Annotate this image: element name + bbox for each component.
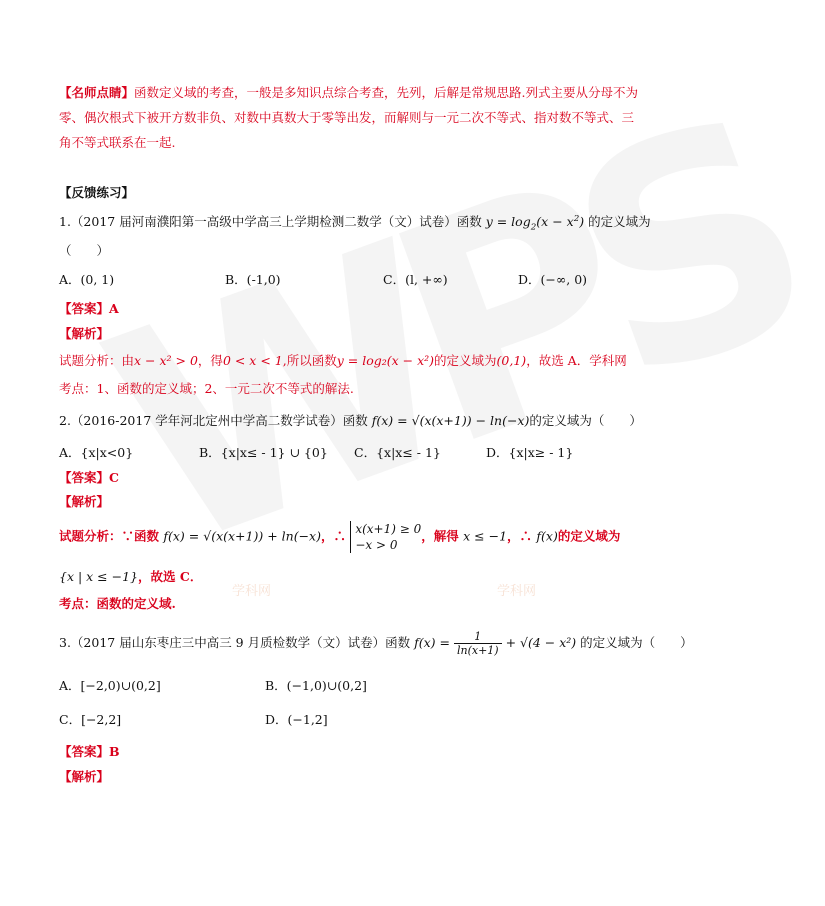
q3-answer: 【答案】B	[59, 744, 120, 759]
q1-option-a: A．(0, 1)	[59, 272, 115, 287]
q2-analysis-label: 【解析】	[59, 494, 110, 509]
q2-function: f(x) = √(x(x+1)) − ln(−x)	[371, 413, 530, 428]
q1-analysis-label: 【解析】	[59, 326, 110, 341]
q1-option-c: C．(l, +∞)	[383, 272, 448, 287]
q2-answer: 【答案】C	[59, 470, 119, 485]
q3-option-d: D．(−1,2]	[265, 712, 328, 727]
q3-option-c: C．[−2,2]	[59, 712, 122, 727]
brand-watermark: 学科网	[232, 584, 272, 599]
q2-system: x(x+1) ≥ 0 −x > 0	[350, 521, 421, 553]
q1-option-d: D．(−∞, 0)	[518, 272, 588, 287]
q2-option-b: B．{x|x≤ - 1} ∪ {0}	[199, 445, 328, 460]
q1-function: $y = \log_2(x - x^2)$	[485, 213, 585, 233]
q2-stem: 2.（2016-2017 学年河北定州中学高二数学试卷）函数 f(x) = √(x(x+1)) − ln(−x)的定义域为（ ）	[59, 413, 642, 428]
q3-function: f(x) = $\frac{1}{\ln(x+1)}$ + √(4 − x²)	[414, 630, 577, 657]
q1-stem: 1.（2017 届河南濮阳第一高级中学高三上学期检测二数学（文）试卷）函数 $y = \log_2(x - x^2)$ 的定义域为	[59, 213, 651, 233]
q2-analysis-cont: {x | x ≤ −1}，故选 C．	[59, 569, 203, 584]
q3-option-b: B．(−1,0)∪(0,2]	[265, 678, 367, 693]
note-line-3: 角不等式联系在一起.	[59, 135, 176, 150]
q3-option-a: A．[−2,0)∪(0,2]	[59, 678, 161, 693]
q1-analysis: 试题分析：由x − x² > 0，得0 < x < 1,所以函数y = log₂(x − x²)的定义域为(0,1)，故选 A．学科网	[59, 353, 627, 368]
q1-option-b: B．(-1,0)	[225, 272, 281, 287]
q1-kaodian: 考点：1、函数的定义域；2、一元二次不等式的解法.	[59, 381, 354, 396]
q2-analysis: 试题分析：∵函数 f(x) = √(x(x+1)) + ln(−x)，∴ x(x+1) ≥ 0 −x > 0 ，解得 x ≤ −1，∴ f(x)的定义域为	[59, 522, 621, 552]
q2-kaodian: 考点：函数的定义域.	[59, 596, 176, 611]
note-line-1: 【名师点睛】函数定义域的考查，一般是多知识点综合考查，先列，后解是常规思路.列式主要从分母不为	[59, 85, 638, 100]
section-title: 【反馈练习】	[59, 185, 135, 200]
q3-analysis-label: 【解析】	[59, 769, 110, 784]
q2-option-c: C．{x|x≤ - 1}	[354, 445, 441, 460]
q2-option-d: D．{x|x≥ - 1}	[486, 445, 574, 460]
brand-watermark: 学科网	[497, 584, 537, 599]
q3-stem: 3.（2017 届山东枣庄三中高三 9 月质检数学（文）试卷）函数 f(x) = $\frac{1}{\ln(x+1)}$ + √(4 − x²) 的定义域为（ ）	[59, 630, 693, 657]
note-line-2: 零、偶次根式下被开方数非负、对数中真数大于零等出发，而解则与一元二次不等式、指对数不等式、三	[59, 110, 635, 125]
note-label: 【名师点睛】	[59, 85, 135, 100]
q1-paren: （ ）	[59, 243, 110, 258]
q1-answer: 【答案】A	[59, 301, 119, 316]
q2-option-a: A．{x|x<0}	[59, 445, 134, 460]
